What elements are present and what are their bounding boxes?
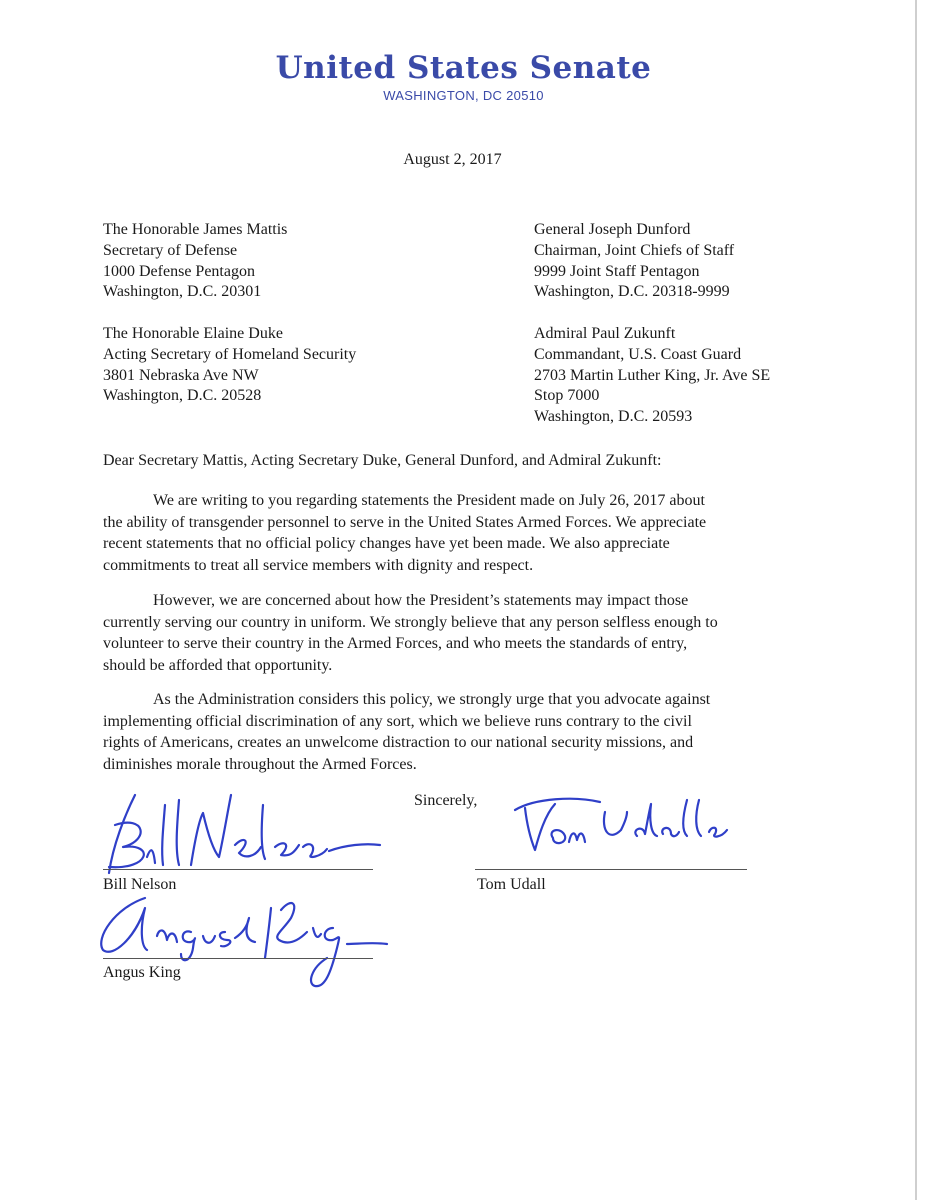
signer-name-udall: Tom Udall (477, 876, 546, 893)
body-paragraph-2 (103, 590, 803, 676)
recipient-address-zukunft (534, 324, 770, 428)
address-line: The Honorable Elaine Duke (103, 325, 283, 342)
address-line: 1000 Defense Pentagon (103, 262, 255, 280)
address-line: Admiral Paul Zukunft (534, 325, 676, 342)
body-line: commitments to treat all service members with dignity and respect. (103, 556, 534, 574)
body-line: rights of Americans, creates an unwelcome distraction to our national security missions, and (103, 734, 694, 751)
signature-line-nelson (103, 869, 373, 870)
bill-nelson-signature (95, 785, 385, 880)
body-line: recent statements that no official policy changes have yet been made. We also appreciate (103, 535, 670, 552)
address-line: Washington, D.C. 20528 (103, 387, 262, 405)
body-paragraph-3 (103, 689, 803, 775)
page-edge (915, 0, 917, 1200)
address-line: Secretary of Defense (103, 241, 238, 259)
body-line: However, we are concerned about how the President’s statements may impact those (153, 592, 689, 609)
address-line: Washington, D.C. 20593 (534, 408, 693, 426)
body-line: should be afforded that opportunity. (103, 656, 333, 674)
address-line: Washington, D.C. 20318-9999 (534, 283, 730, 301)
recipient-address-dunford (534, 220, 734, 303)
body-line: implementing official discrimination of any sort, which we believe runs contrary to the civil (103, 712, 692, 730)
body-line: diminishes morale throughout the Armed Forces. (103, 755, 417, 773)
address-line: Stop 7000 (534, 387, 600, 405)
address-line: The Honorable James Mattis (103, 221, 288, 238)
signature-line-king (103, 958, 373, 959)
address-line: General Joseph Dunford (534, 221, 691, 238)
address-line: 3801 Nebraska Ave NW (103, 366, 259, 384)
address-line: 2703 Martin Luther King, Jr. Ave SE (534, 366, 771, 384)
letterhead (0, 50, 927, 103)
letterhead-subtitle: WASHINGTON, DC 20510 (383, 88, 544, 103)
body-line: We are writing to you regarding statements the President made on July 26, 2017 about (153, 492, 705, 509)
recipient-address-mattis (103, 220, 287, 303)
address-line: Acting Secretary of Homeland Security (103, 345, 357, 363)
letterhead-title: United States Senate (275, 50, 652, 86)
body-line: the ability of transgender personnel to serve in the United States Armed Forces. We appreciate (103, 513, 707, 531)
recipient-address-duke (103, 324, 356, 407)
address-line: 9999 Joint Staff Pentagon (534, 262, 700, 280)
signer-name-king: Angus King (103, 964, 181, 981)
body-line: volunteer to serve their country in the Armed Forces, and who meets the standards of entry, (103, 635, 688, 652)
address-line: Chairman, Joint Chiefs of Staff (534, 241, 735, 259)
body-line: As the Administration considers this policy, we strongly urge that you advocate against (153, 691, 711, 708)
closing: Sincerely, (414, 792, 478, 809)
tom-udall-signature (505, 790, 735, 865)
address-line: Washington, D.C. 20301 (103, 283, 262, 301)
letter-date: August 2, 2017 (403, 151, 502, 168)
body-line: currently serving our country in uniform. We strongly believe that any person selfless enough to (103, 613, 718, 631)
salutation: Dear Secretary Mattis, Acting Secretary Duke, General Dunford, and Admiral Zukunft: (103, 452, 662, 469)
signature-line-udall (475, 869, 747, 870)
address-line: Commandant, U.S. Coast Guard (534, 345, 742, 363)
body-paragraph-1 (103, 490, 803, 576)
signer-name-nelson: Bill Nelson (103, 876, 177, 893)
